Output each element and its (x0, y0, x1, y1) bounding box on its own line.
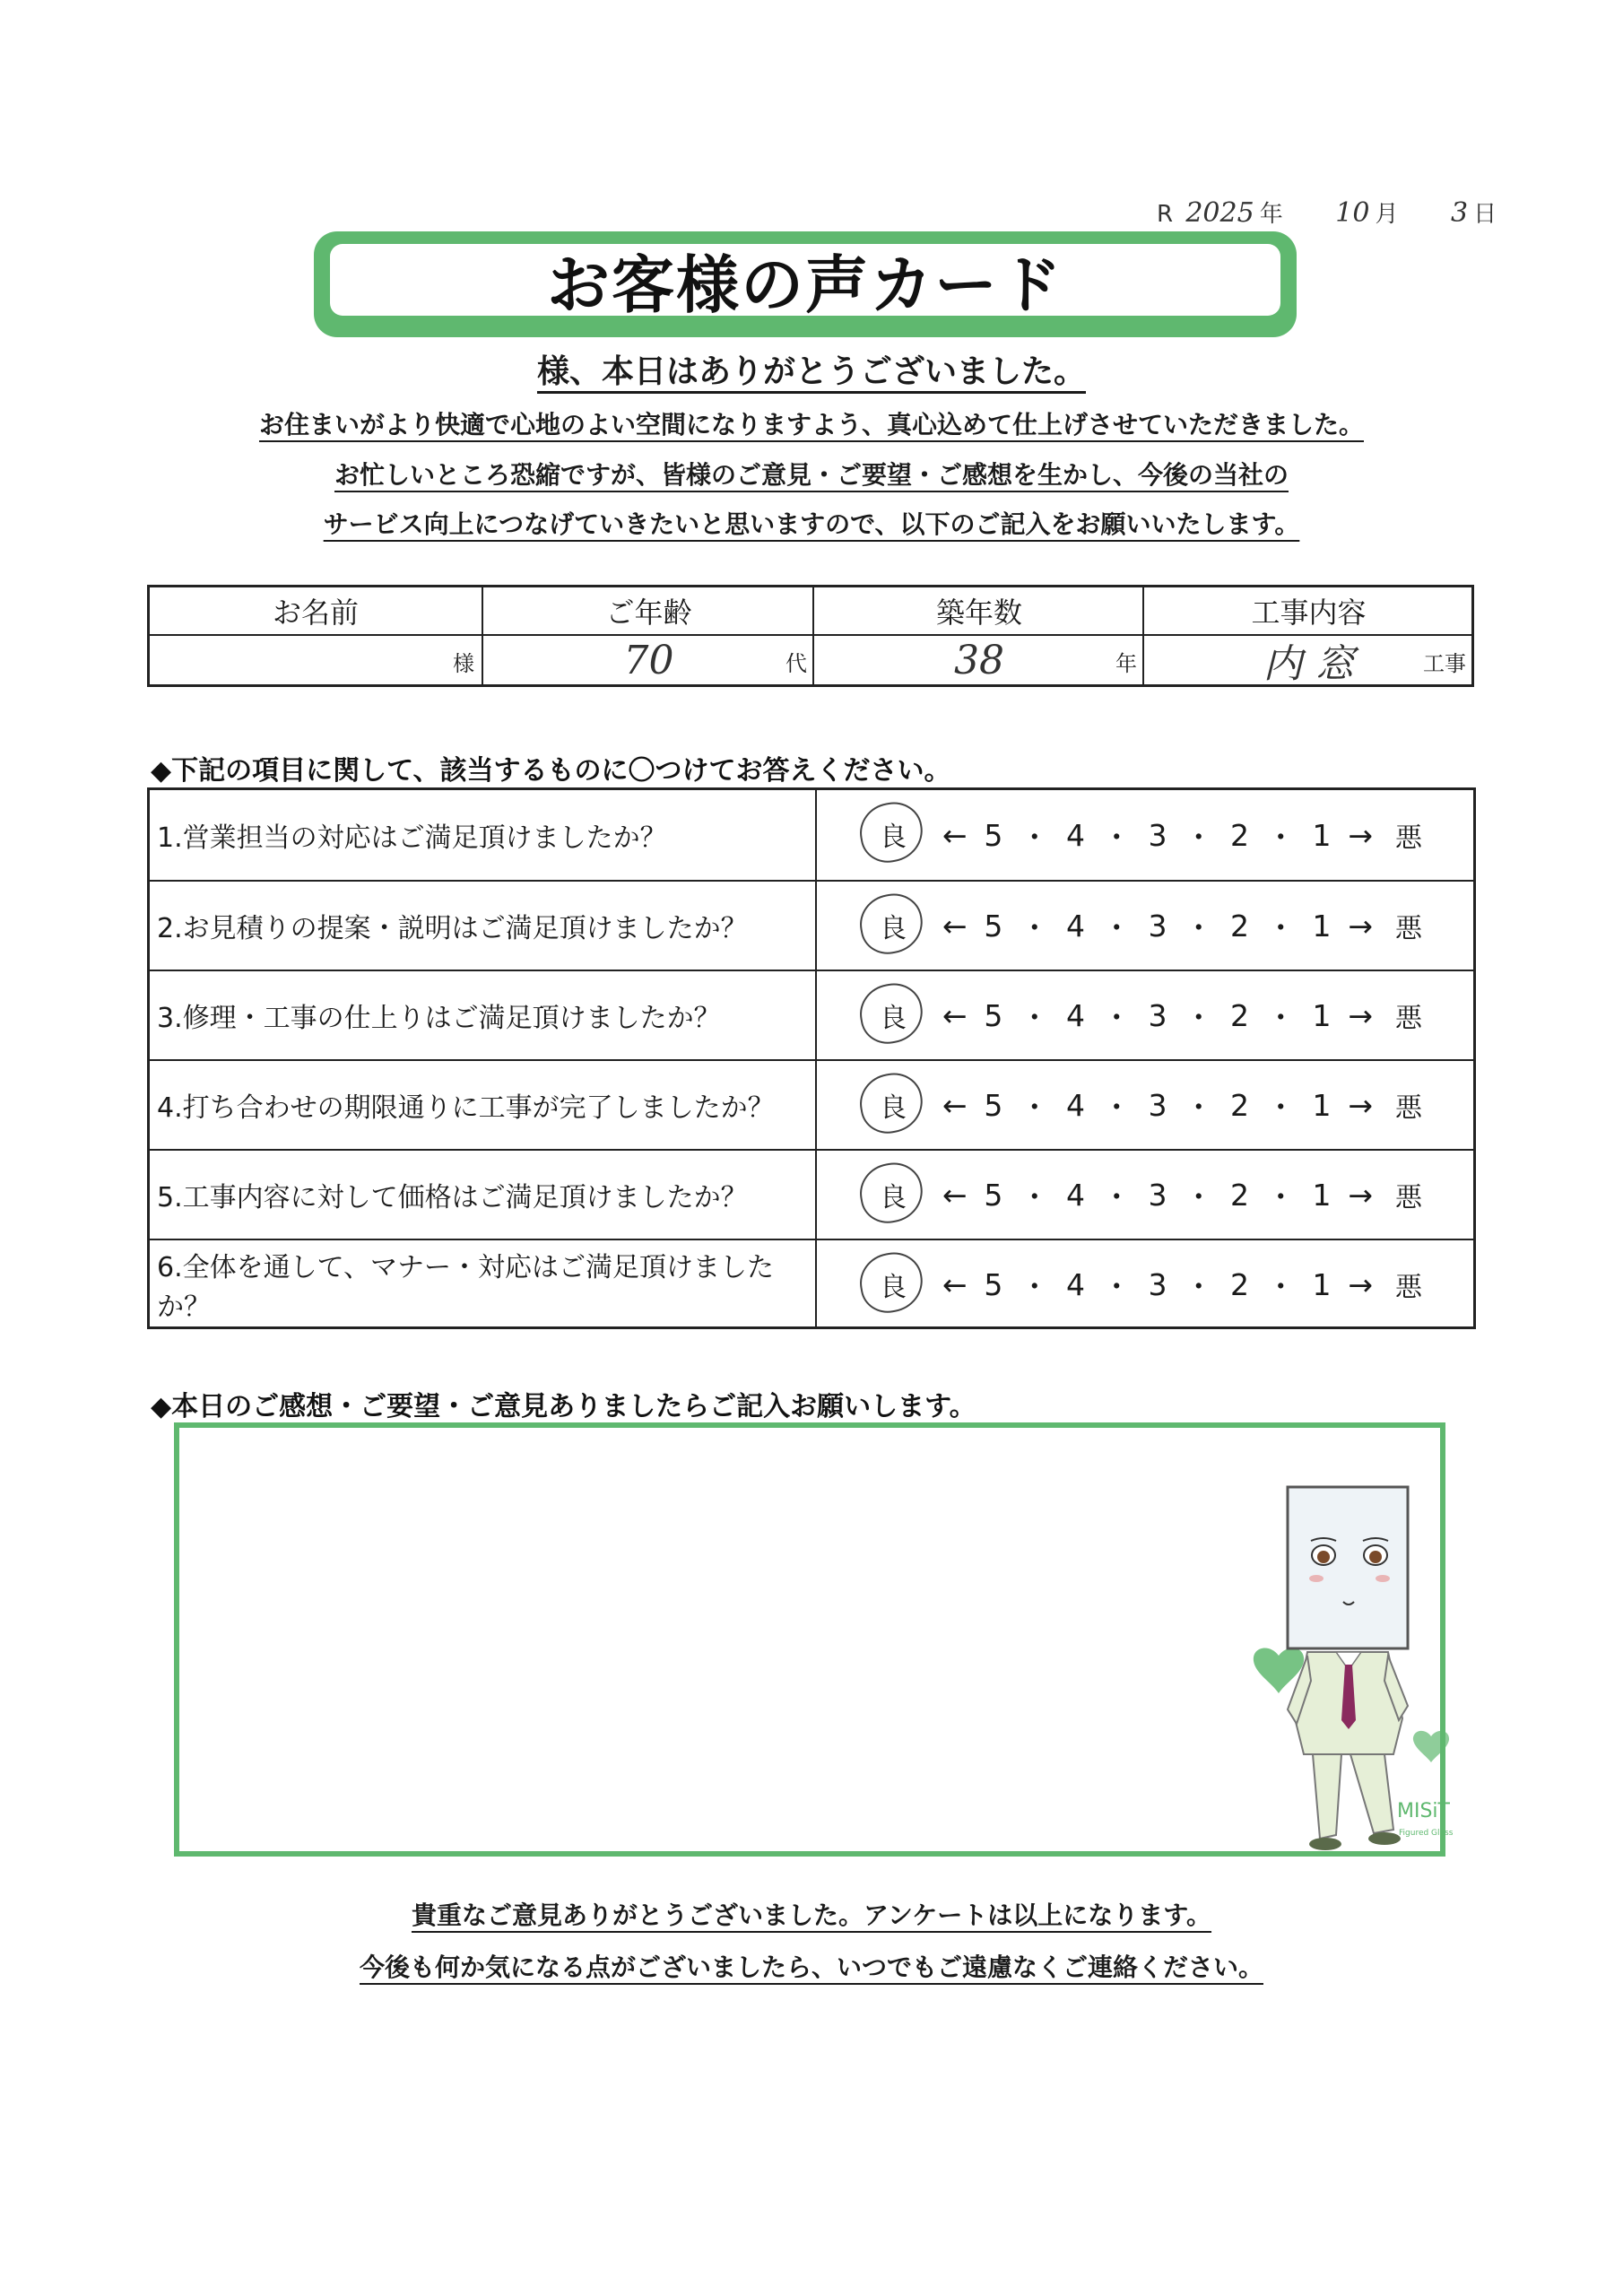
question-text: 1.営業担当の対応はご満足頂けましたか？ (157, 822, 667, 854)
date-era: R (1157, 201, 1174, 228)
rating-scale[interactable] (817, 882, 1473, 970)
scale-numbers: ← 5 ・ 4 ・ 3 ・ 2 ・ 1 → (942, 1266, 1373, 1304)
closing-text-1: 貴重なご意見ありがとうございました。アンケートは以上になります。 (411, 1900, 1212, 1930)
rating-scale[interactable] (817, 1061, 1473, 1149)
info-col-building-age (812, 587, 1144, 684)
info-unit-building-age: 年 (1115, 651, 1137, 676)
question-text: 6.全体を通して、マナー・対応はご満足頂けましたか？ (157, 1252, 775, 1323)
question-row (150, 790, 1473, 880)
survey-table (147, 787, 1476, 1329)
intro-line-3 (0, 505, 1623, 541)
info-header-age: ご年齢 (483, 587, 814, 636)
info-col-age (482, 587, 814, 684)
date-month-unit: 月 (1375, 201, 1399, 228)
form-date (1157, 196, 1497, 229)
info-value-name[interactable] (150, 636, 482, 684)
title-banner-inner (330, 244, 1280, 322)
info-col-work (1142, 587, 1473, 687)
info-header-name: お名前 (150, 587, 482, 636)
good-label[interactable]: 良 (880, 1092, 907, 1124)
question-row (150, 1149, 1473, 1239)
question-text: 3.修理・工事の仕上りはご満足頂けましたか？ (157, 1003, 721, 1034)
bad-label[interactable]: 悪 (1395, 1092, 1422, 1124)
thanks-text: 様、本日はありがとうございました。 (536, 353, 1086, 390)
closing-line-1 (0, 1896, 1623, 1932)
question-row (150, 970, 1473, 1059)
date-month[interactable]: 10 (1335, 197, 1370, 229)
info-header-work: 工事内容 (1144, 587, 1473, 636)
glass-head (1288, 1487, 1408, 1648)
info-col-name (150, 587, 482, 684)
date-day[interactable]: 3 (1450, 197, 1469, 229)
closing-text-2: 今後も何か気になる点がございましたら、いつでもご遠慮なくご連絡ください。 (359, 1952, 1263, 1982)
info-value-age[interactable]: 70 (623, 637, 674, 683)
question-row (150, 880, 1473, 970)
bad-label[interactable]: 悪 (1395, 913, 1422, 944)
good-label[interactable]: 良 (880, 1182, 907, 1213)
rating-scale[interactable] (817, 790, 1473, 880)
info-header-building-age: 築年数 (814, 587, 1144, 636)
intro-text-3: サービス向上につなげていきたいと思いますので、以下のご記入をお願いいたします。 (323, 509, 1300, 539)
rating-scale[interactable] (817, 1240, 1473, 1328)
bad-label[interactable]: 悪 (1395, 1272, 1422, 1303)
date-day-unit: 日 (1473, 201, 1497, 228)
mascot-brand: MISiT (1397, 1800, 1450, 1822)
info-value-work[interactable]: 内 窓 (1263, 641, 1355, 687)
intro-text-2: お忙しいところ恐縮ですが、皆様のご意見・ご要望・ご感想を生かし、今後の当社の (334, 460, 1289, 490)
bad-label[interactable]: 悪 (1395, 1003, 1422, 1034)
closing-line-2 (0, 1948, 1623, 1984)
date-year-unit: 年 (1259, 201, 1283, 228)
mascot-sub: Figured Glass (1399, 1829, 1454, 1838)
good-label[interactable]: 良 (880, 913, 907, 944)
customer-info-table (147, 585, 1474, 687)
good-label[interactable]: 良 (880, 822, 907, 853)
good-label[interactable]: 良 (880, 1003, 907, 1034)
thanks-line (0, 346, 1623, 392)
survey-heading: ◆下記の項目に関して、該当するものに〇つけてお答えください。 (151, 755, 951, 787)
page-title: お客様の声カード (547, 248, 1063, 322)
heart-icon (1413, 1731, 1449, 1762)
intro-text-1: お住まいがより快適で心地のよい空間になりますよう、真心込めて仕上げさせていただきました。 (258, 410, 1364, 439)
date-year[interactable]: 2025 (1185, 197, 1254, 229)
info-unit-name: 様 (453, 651, 474, 676)
scale-numbers: ← 5 ・ 4 ・ 3 ・ 2 ・ 1 → (942, 1177, 1373, 1214)
info-unit-work: 工事 (1423, 651, 1466, 676)
intro-line-2 (0, 456, 1623, 491)
good-label[interactable]: 良 (880, 1272, 907, 1303)
comments-heading: ◆本日のご感想・ご要望・ご意見ありましたらご記入お願いします。 (151, 1391, 976, 1422)
title-banner (314, 231, 1297, 337)
bad-label[interactable]: 悪 (1395, 822, 1422, 854)
scale-numbers: ← 5 ・ 4 ・ 3 ・ 2 ・ 1 → (942, 908, 1373, 945)
scale-numbers: ← 5 ・ 4 ・ 3 ・ 2 ・ 1 → (942, 1087, 1373, 1125)
question-text: 2.お見積りの提案・説明はご満足頂けましたか？ (157, 913, 748, 944)
bad-label[interactable]: 悪 (1395, 1182, 1422, 1213)
question-text: 4.打ち合わせの期限通りに工事が完了しましたか？ (157, 1092, 775, 1124)
rating-scale[interactable] (817, 971, 1473, 1059)
question-row (150, 1059, 1473, 1149)
info-unit-age: 代 (785, 651, 807, 676)
question-row (150, 1239, 1473, 1328)
scale-numbers: ← 5 ・ 4 ・ 3 ・ 2 ・ 1 → (942, 817, 1373, 855)
scale-numbers: ← 5 ・ 4 ・ 3 ・ 2 ・ 1 → (942, 997, 1373, 1035)
question-text: 5.工事内容に対して価格はご満足頂けましたか？ (157, 1182, 748, 1213)
info-value-building-age[interactable]: 38 (954, 637, 1004, 683)
rating-scale[interactable] (817, 1151, 1473, 1239)
intro-line-1 (0, 405, 1623, 441)
mascot-illustration (1245, 1485, 1478, 1862)
